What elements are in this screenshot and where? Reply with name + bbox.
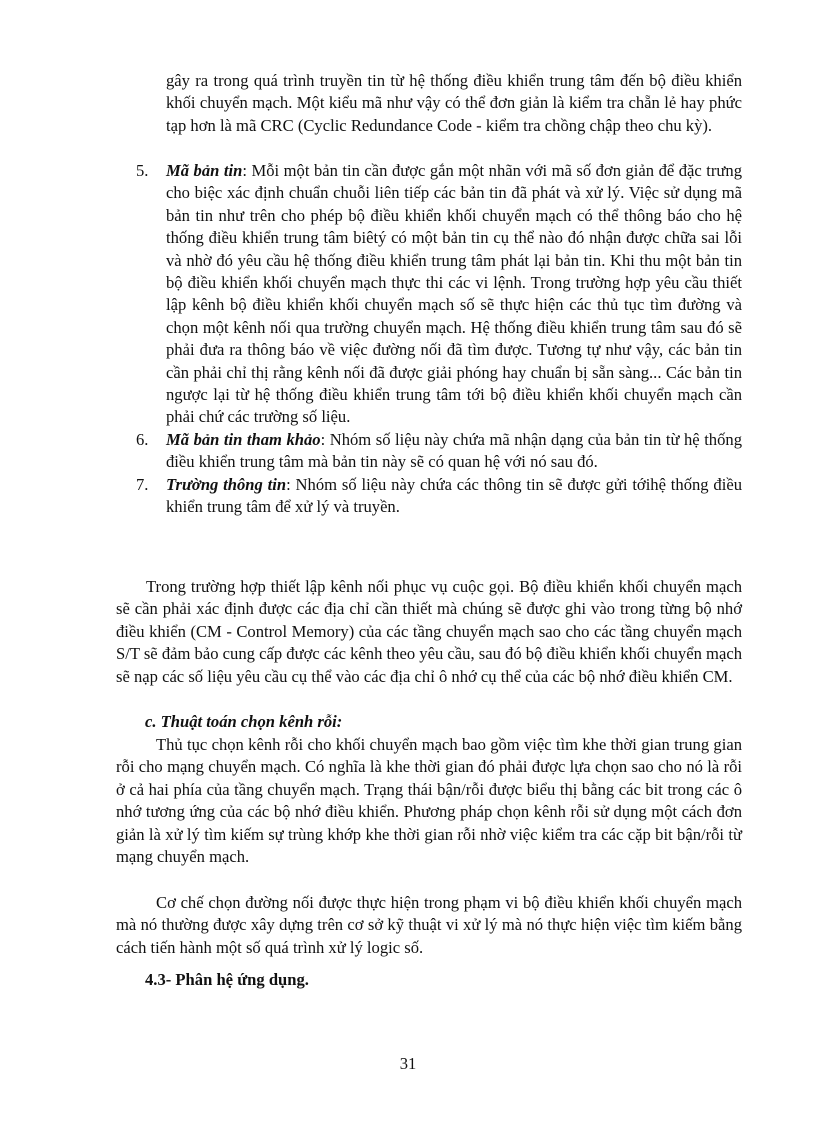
list-item-6 — [136, 429, 742, 474]
paragraph-idle-channel: Thủ tục chọn kênh rỗi cho khối chuyển mạch bao gồm việc tìm khe thời gian trung gian rỗi cho mạng chuyển mạch. Có nghĩa là khe thời gian đó phải được lựa chọn sao cho nó là rỗi ở cả hai phía của tầng chuyển mạch. Trạng thái bận/rỗi được biểu thị bằng các bit trong các ô nhớ tương ứng của các bộ nhớ điều khiển. Phương pháp chọn kênh rỗi sử dụng một cách đơn giản là xử lý tìm kiếm sự trùng khớp khe thời gian rỗi nhờ việc kiểm tra các cặp bit bận/rỗi từ mạng chuyển mạch. — [116, 735, 742, 867]
list-term: Trường thông tin — [166, 474, 287, 494]
paragraph-channel-setup: Trong trường hợp thiết lập kênh nối phục vụ cuộc gọi. Bộ điều khiển khối chuyển mạch sẽ cần phải xác định được các địa chỉ cần thiết mà chúng sẽ được ghi vào trong từng bộ nhớ điều khiển (CM - Control Memory) của các tầng chuyển mạch sao cho các tầng chuyển mạch S/T sẽ đảm bảo cung cấp được các kênh theo yêu cầu, sau đó bộ điều khiển khối chuyển mạch sẽ nạp các số liệu yêu cầu cụ thể vào các địa chỉ ô nhớ cụ thể của các bộ nhớ điều khiển CM. — [116, 577, 742, 686]
section-heading-c: c. Thuật toán chọn kênh rỗi: — [145, 712, 343, 731]
page-number: 31 — [399, 1054, 417, 1073]
section-heading-4-3: 4.3- Phân hệ ứng dụng. — [145, 970, 309, 989]
list-text: : Nhóm số liệu này chứa mã nhận dạng của bản tin từ hệ thống điều khiển trung tâm mà bản tin này sẽ có quan hệ với nó sau đó. — [166, 429, 742, 472]
list-term: Mã bản tin — [166, 161, 243, 180]
list-text: : Mỗi một bản tin cần được gắn một nhãn với mã số đơn giản để đặc trưng cho biệc xác định chuẩn chuỗi liên tiếp các bản tin đã phát và xử lý. Việc sử dụng mã bản tin như trên cho phép bộ điều khiển khối chuyển mạch có thể thông báo cho hệ thống điều khiển trung tâm biêtý có một bản tin cụ thể nào đó nhận được chữa sai lỗi và nhờ đó yêu cầu hệ thống điều khiển trung tâm phát lại bản tin. Khi thu một bản tin bộ điều khiển khối chuyển mạch thực thi các vi lệnh. Trong trường hợp yêu cầu thiết lập kênh bộ điều khiển khối chuyển mạch số sẽ thực hiện các thủ tục tìm đường và chọn một kênh nối qua trường chuyển mạch. Hệ thống điều khiển trung tâm sau đó sẽ phải đưa ra thông báo về việc đường nối đã tìm được. Tương tự như vậy, các bản tin cần phải chỉ thị rằng kênh nối đã được giải phóng hay chuẩn bị sẵn sàng... Các bản tin ngược lại từ hệ thống điều khiển trung tâm tới bộ điều khiển khối chuyển mạch cần phải chứ các trường số liệu. — [166, 161, 743, 427]
list-text: : Nhóm số liệu này chứa các thông tin sẽ được gửi tớihệ thống điều khiển trung tâm để xử lý và truyền. — [166, 474, 742, 517]
item-4-continuation: gây ra trong quá trình truyền tin từ hệ thống điều khiển trung tâm đến bộ điều khiển khối chuyển mạch. Một kiểu mã như vậy có thể đơn giản là kiểm tra chẵn lẻ hay phức tạp hơn là mã CRC (Cyclic Redundance Code - kiểm tra chồng chập theo chu kỳ). — [166, 71, 742, 135]
list-item-5 — [136, 160, 742, 429]
numbered-list — [136, 160, 742, 519]
list-number: 7. — [136, 474, 149, 494]
list-number: 6. — [136, 429, 149, 449]
paragraph-path-selection: Cơ chế chọn đường nối được thực hiện trong phạm vi bộ điều khiển khối chuyển mạch mà nó thường được xây dựng trên cơ sở kỹ thuật vi xử lý mà nó thực hiện việc tìm kiếm bằng cách tiến hành một số quá trình xử lý logic số. — [116, 893, 742, 957]
list-term: Mã bản tin tham khảo — [166, 429, 321, 449]
list-number: 5. — [136, 161, 149, 180]
list-item-7 — [136, 474, 742, 519]
